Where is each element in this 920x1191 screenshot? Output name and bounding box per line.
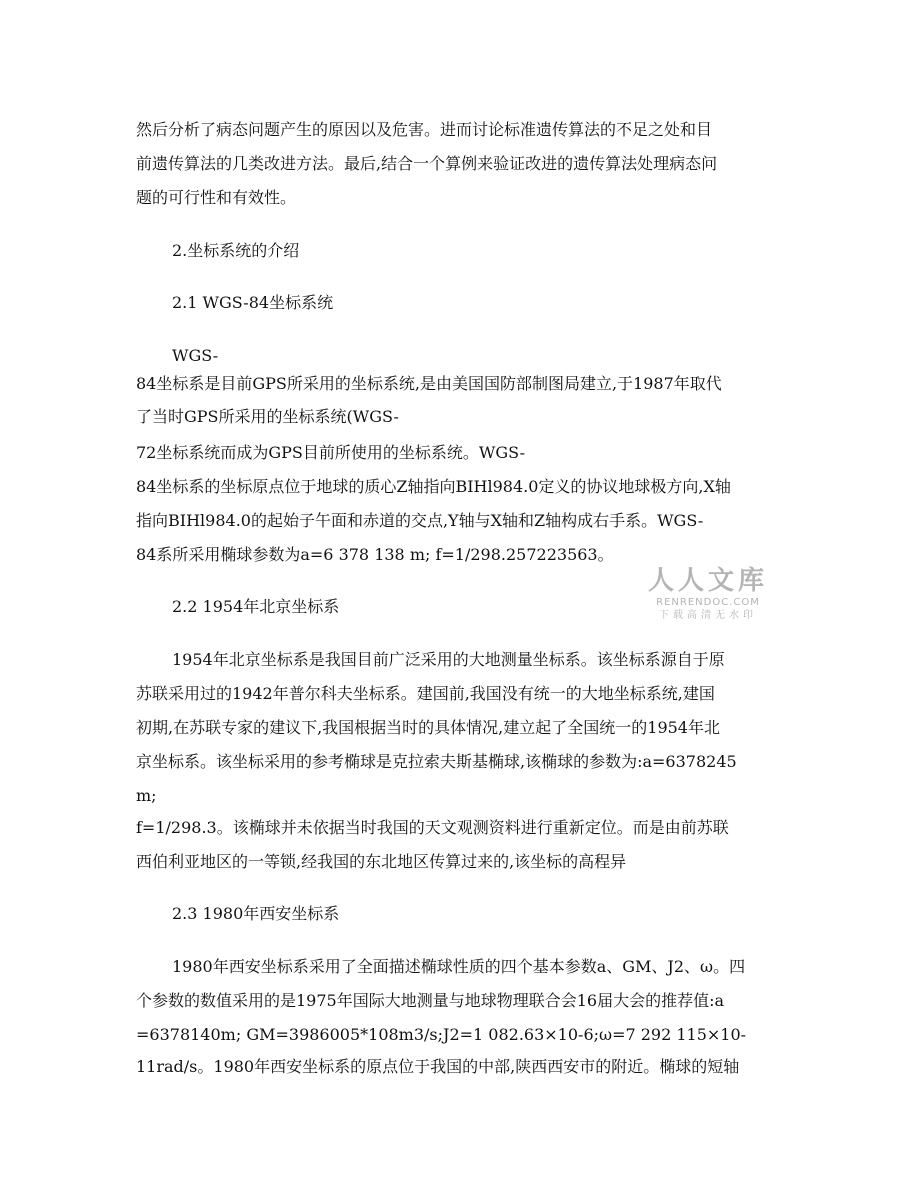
paragraph-line: 84系所采用椭球参数为a=6 378 138 m; f=1/298.257223563。 [136,545,614,564]
paragraph-line: 84坐标系是目前GPS所采用的坐标系统,是由美国国防部制图局建立,于1987年取代 [136,374,722,393]
subsection-heading: 2.3 1980年西安坐标系 [172,904,340,923]
paragraph-line: 题的可行性和有效性。 [136,188,297,207]
subsection-heading: 2.1 WGS-84坐标系统 [172,293,334,312]
watermark-url: RENRENDOC.COM [656,597,760,608]
paragraph-line: f=1/298.3。该椭球并未依据当时我国的天文观测资料进行重新定位。而是由前苏联 [136,818,729,837]
paragraph-line: 1954年北京坐标系是我国目前广泛采用的大地测量坐标系。该坐标系源自于原 [172,650,725,669]
watermark-tagline: 下载高清无水印 [659,610,757,621]
paragraph-line: 然后分析了病态问题产生的原因以及危害。进而讨论标准遗传算法的不足之处和目 [136,120,713,139]
paragraph-line: 11rad/s。1980年西安坐标系的原点位于我国的中部,陕西西安市的附近。椭球的短轴 [136,1057,740,1076]
paragraph-line: 初期,在苏联专家的建议下,我国根据当时的具体情况,建立起了全国统一的1954年北 [136,718,720,737]
paragraph-line: WGS- [172,346,219,365]
paragraph-line: m; [136,786,157,805]
paragraph-line: 72坐标系统而成为GPS目前所使用的坐标系统。WGS- [136,443,526,462]
paragraph-line: 了当时GPS所采用的坐标系统(WGS- [136,407,399,426]
paragraph-line: 西伯利亚地区的一等锁,经我国的东北地区传算过来的,该坐标的高程异 [136,852,627,871]
paragraph-line: 京坐标系。该坐标采用的参考椭球是克拉索夫斯基椭球,该椭球的参数为:a=6378245 [136,752,737,771]
paragraph-line: 指向BIHl984.0的起始子午面和赤道的交点,Y轴与X轴和Z轴构成右手系。WGS- [136,511,704,530]
section-heading: 2.坐标系统的介绍 [172,241,300,260]
watermark-logo: 人人文库 [647,566,768,596]
paragraph-line: 84坐标系的坐标原点位于地球的质心Z轴指向BIHl984.0定义的协议地球极方向,X轴 [136,477,731,496]
subsection-heading: 2.2 1954年北京坐标系 [172,597,340,616]
paragraph-line: 1980年西安坐标系采用了全面描述椭球性质的四个基本参数a、GM、J2、ω。四 [172,957,746,976]
paragraph-line: 苏联采用过的1942年普尔科夫坐标系。建国前,我国没有统一的大地坐标系统,建国 [136,684,715,703]
watermark [640,566,776,622]
paragraph-line: =6378140m; GM=3986005*108m3/s;J2=1 082.63×10-6;ω=7 292 115×10- [136,1025,747,1044]
paragraph-line: 个参数的数值采用的是1975年国际大地测量与地球物理联合会16届大会的推荐值:a [136,991,725,1010]
paragraph-line: 前遗传算法的几类改进方法。最后,结合一个算例来验证改进的遗传算法处理病态问 [136,154,718,173]
